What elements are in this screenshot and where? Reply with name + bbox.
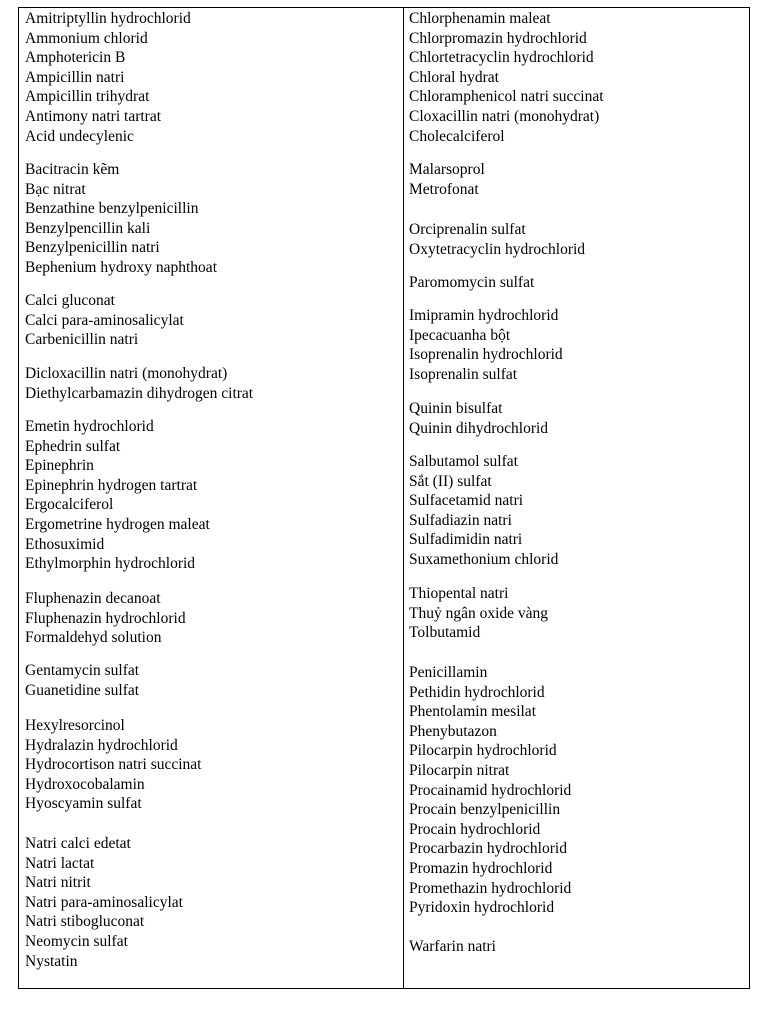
drug-name: Guanetidine sulfat [25,681,140,699]
drug-name: Hyoscyamin sulfat [25,795,142,813]
drug-name: Thuỷ ngân oxide vàng [409,604,549,622]
drug-name: Isoprenalin sulfat [409,365,518,383]
drug-name: Bacitracin kẽm [25,161,120,178]
drug-name: Pethidin hydrochlorid [409,683,545,701]
drug-name: Carbenicillin natri [25,331,139,349]
drug-name: Neomycin sulfat [25,933,128,950]
drug-name: Nystatin [25,952,78,970]
drug-name: Cloxacillin natri (monohydrat) [409,108,600,125]
drug-name: Paromomycin sulfat [409,274,535,291]
drug-name: Formaldehyd solution [25,629,162,647]
drug-name: Metrofonat [409,180,479,198]
drug-name: Ethylmorphin hydrochlorid [25,555,196,573]
drug-name: Epinephrin hydrogen tartrat [25,476,198,494]
drug-name: Amphotericin B [25,49,126,67]
drug-name: Pilocarpin nitrat [409,762,510,779]
drug-name: Ephedrin sulfat [25,437,121,455]
drug-name: Fluphenazin decanoat [25,590,161,607]
drug-name: Bephenium hydroxy naphthoat [25,259,217,276]
drug-name: Epinephrin [25,457,94,475]
drug-name: Gentamycin sulfat [25,662,140,679]
drug-name: Ampicillin natri [25,68,125,86]
drug-name: Ampicillin trihydrat [25,88,150,106]
drug-name: Ethosuximid [25,535,105,553]
drug-name: Acid undecylenic [25,127,134,145]
drug-name: Phentolamin mesilat [409,703,536,721]
drug-name: Emetin hydrochlorid [25,418,154,435]
drug-name: Hexylresorcinol [25,717,125,734]
drug-name: Procarbazin hydrochlorid [409,840,567,858]
drug-name: Diethylcarbamazin dihydrogen citrat [25,384,254,402]
drug-name: Ammonium chlorid [25,29,148,47]
drug-name: Hydroxocobalamin [25,775,145,793]
drug-name: Salbutamol sulfat [409,453,518,470]
drug-list-table [18,7,750,989]
drug-name: Oxytetracyclin hydrochlorid [409,240,586,258]
drug-name: Pyridoxin hydrochlorid [409,899,555,917]
drug-name: Quinin bisulfat [409,400,503,417]
drug-name: Calci gluconat [25,292,115,309]
drug-name: Pilocarpin hydrochlorid [409,742,557,760]
drug-name: Orciprenalin sulfat [409,221,526,238]
drug-name: Fluphenazin hydrochlorid [25,609,186,627]
drug-name: Calci para-aminosalicylat [25,311,184,329]
drug-name: Sulfadiazin natri [409,511,512,529]
drug-name: Isoprenalin hydrochlorid [409,346,563,364]
drug-name: Bạc nitrat [25,180,86,198]
drug-name: Natri lactat [25,854,95,872]
drug-name: Procain benzylpenicillin [409,801,561,819]
drug-name: Ipecacuanha bột [409,326,511,344]
drug-name: Ergometrine hydrogen maleat [25,516,210,533]
drug-name: Imipramin hydrochlorid [409,307,559,324]
drug-name: Chlorphenamin maleat [409,10,551,27]
drug-name: Benzylpenicillin natri [25,239,160,257]
drug-name: Suxamethonium chlorid [409,551,559,568]
drug-name: Benzylpencillin kali [25,219,151,237]
drug-name: Warfarin natri [409,938,496,955]
drug-name: Natri nitrit [25,874,91,892]
drug-name: Tolbutamid [409,624,481,642]
drug-name: Antimony natri tartrat [25,108,162,125]
drug-name: Amitriptyllin hydrochlorid [25,10,191,27]
drug-name: Ergocalciferol [25,496,114,514]
drug-name: Phenybutazon [409,722,497,740]
drug-name: Promethazin hydrochlorid [409,879,572,897]
drug-name: Natri stibogluconat [25,913,145,931]
drug-name: Chloral hydrat [409,68,499,86]
drug-name: Procainamid hydrochlorid [409,781,572,799]
drug-name: Procain hydrochlorid [409,820,541,838]
drug-name: Natri para-aminosalicylat [25,893,183,911]
drug-name: Malarsoprol [409,161,485,178]
drug-name: Natri calci edetat [25,835,131,852]
drug-name: Hydrocortison natri succinat [25,756,202,774]
drug-name: Promazin hydrochlorid [409,860,553,877]
drug-name: Cholecalciferol [409,127,505,145]
drug-name: Chlortetracyclin hydrochlorid [409,49,594,67]
drug-name: Sắt (II) sulfat [409,472,492,490]
drug-name: Sulfadimidin natri [409,531,523,549]
drug-name: Sulfacetamid natri [409,492,524,510]
drug-name: Chloramphenicol natri succinat [409,88,604,106]
drug-name: Thiopental natri [409,585,509,602]
left-column [19,8,404,988]
right-column [404,8,749,988]
drug-name: Hydralazin hydrochlorid [25,736,178,754]
drug-name: Quinin dihydrochlorid [409,419,549,437]
drug-name: Dicloxacillin natri (monohydrat) [25,365,228,382]
drug-name: Benzathine benzylpenicillin [25,200,199,218]
drug-name: Penicillamin [409,664,488,681]
drug-name: Chlorpromazin hydrochlorid [409,29,587,47]
